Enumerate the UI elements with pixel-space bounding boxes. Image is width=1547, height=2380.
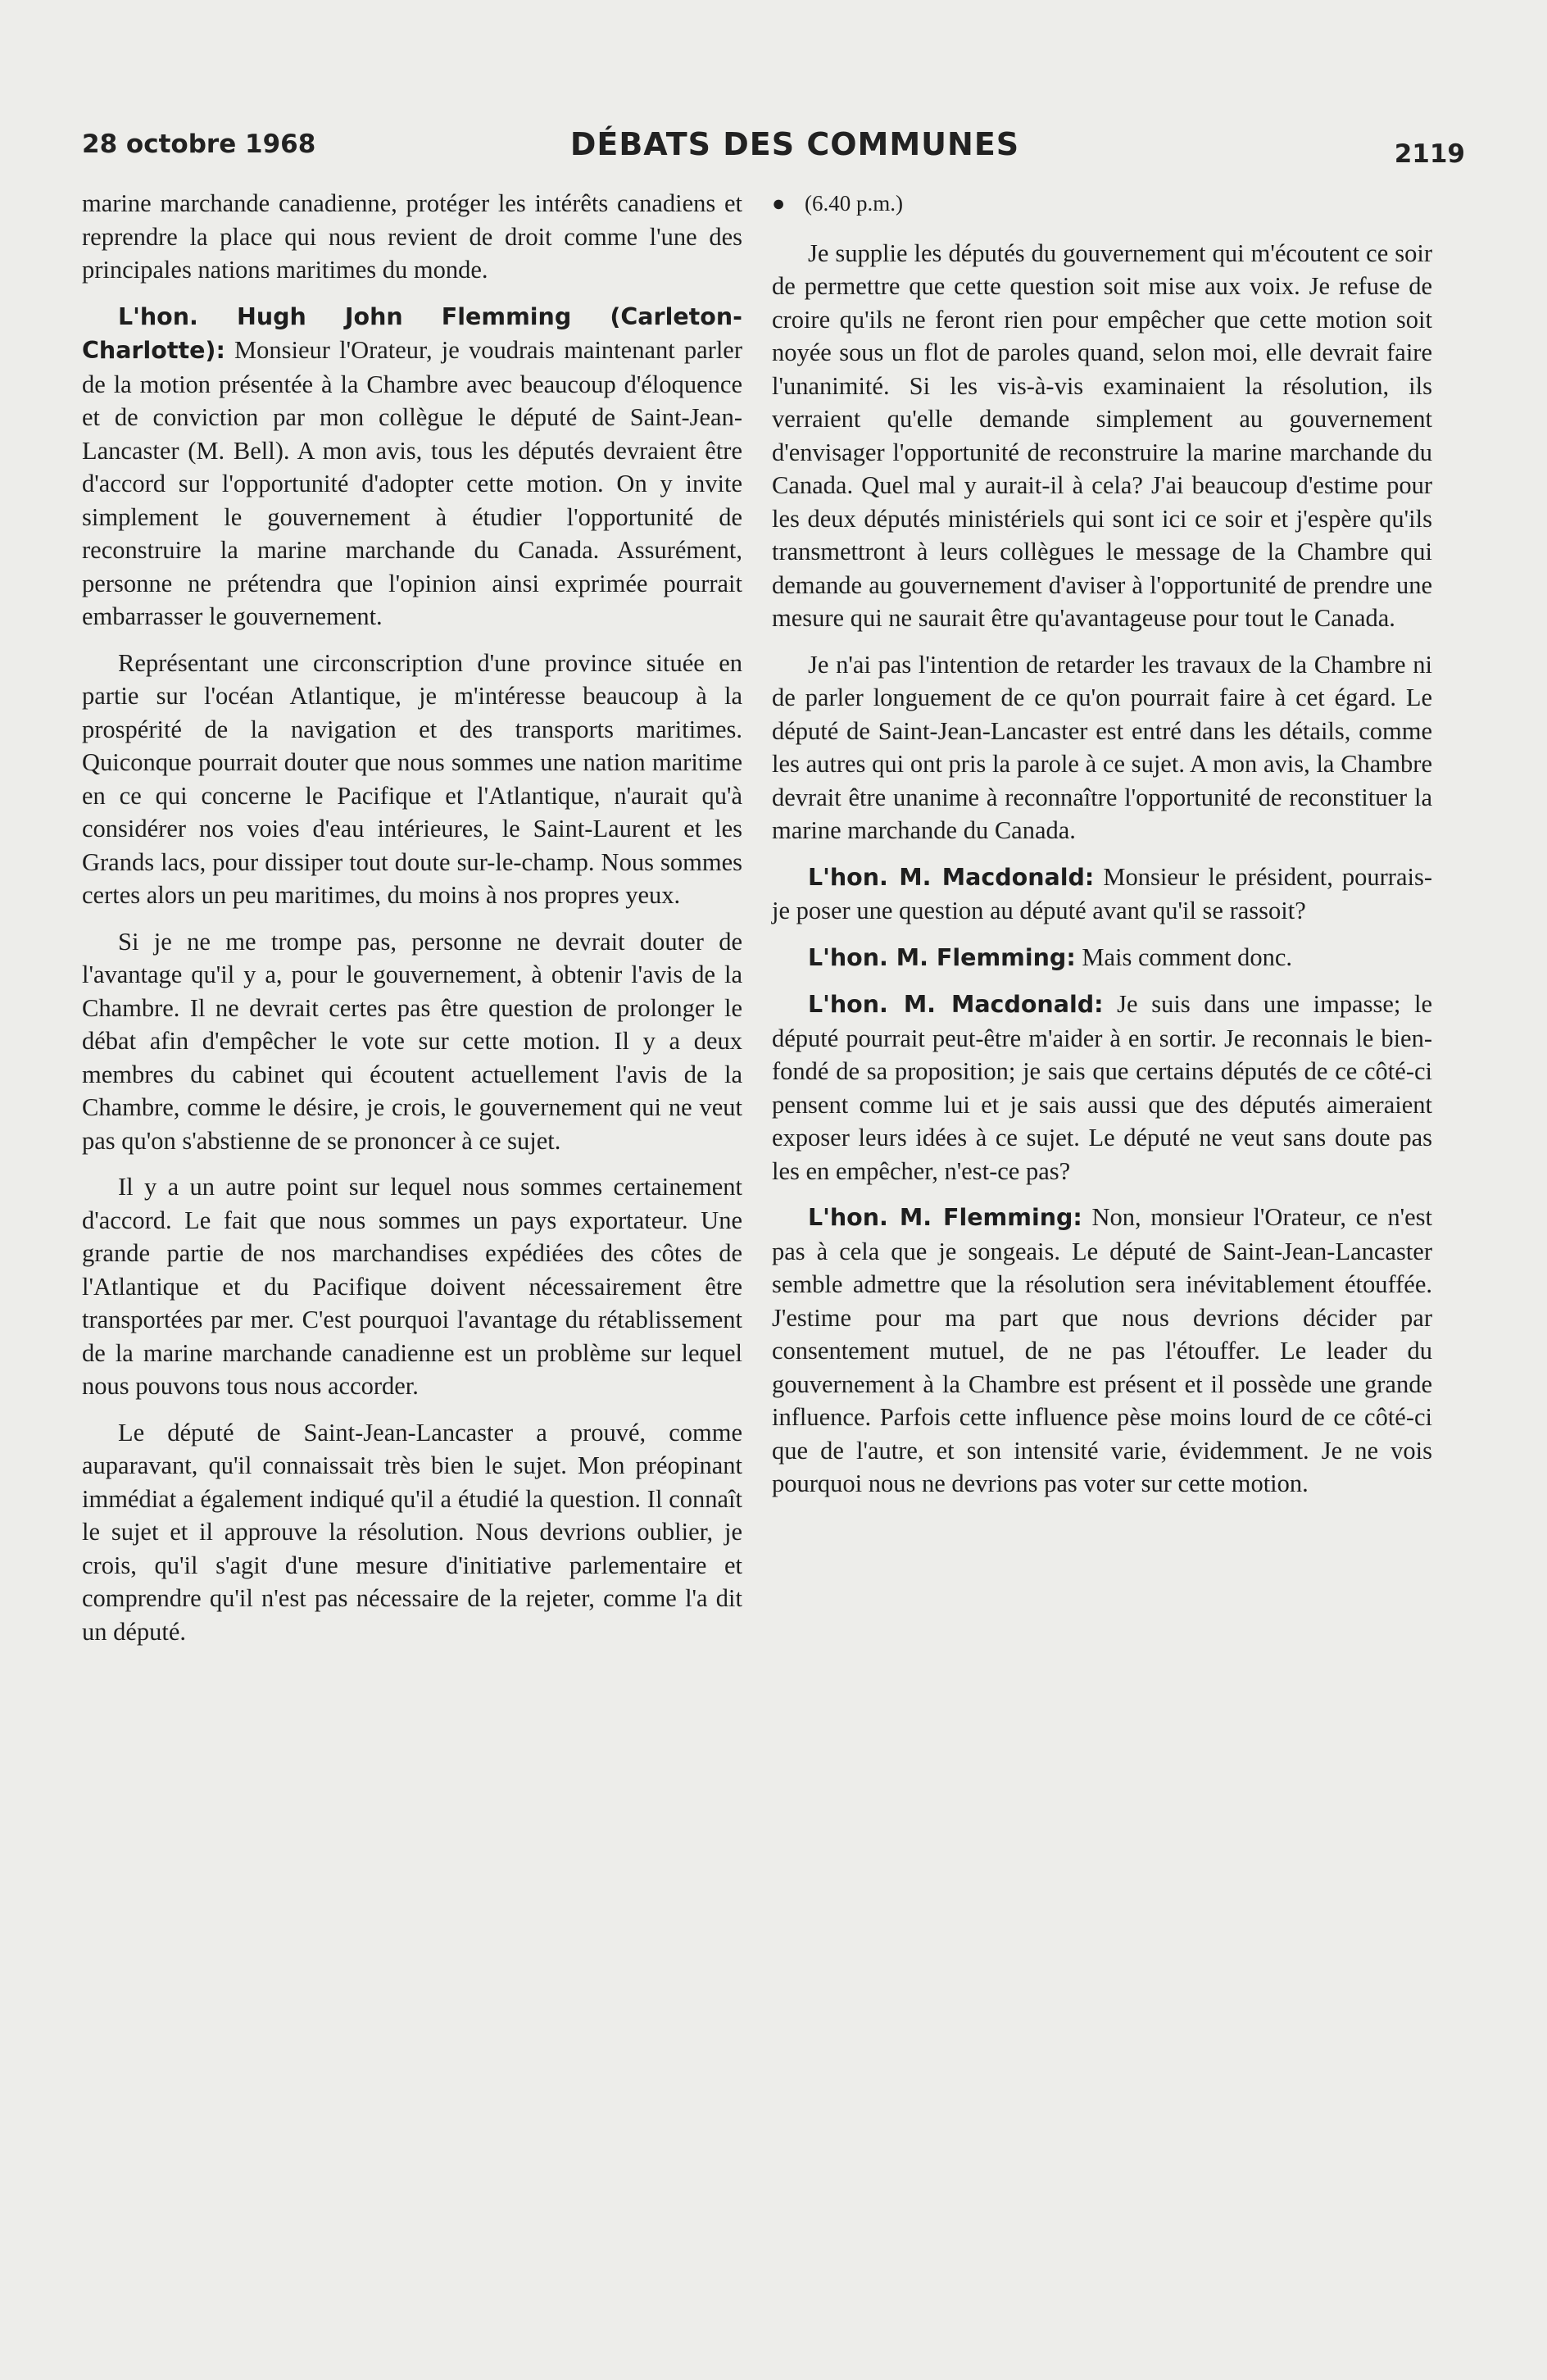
paragraph: Le député de Saint-Jean-Lancaster a prouvé, comme auparavant, qu'il connaissait très bien le sujet. Mon préopinant immédiat a également indiqué qu'il a étudié la question. Il connaît le sujet et il approuve la résolution. Nous devrions oublier, je crois, qu'il s'agit d'une mesure d'initiative parlementaire et comprendre qu'il n'est pas nécessaire de la rejeter, comme l'a dit un député. [82, 1418, 742, 1646]
header-date: 28 octobre 1968 [82, 129, 316, 159]
paragraph: Je supplie les députés du gouvernement qui m'écoutent ce soir de permettre que cette question soit mise aux voix. Je refuse de croire qu'ils ne feront rien pour empêcher que cette motion soit noyée sous un flot de paroles quand, selon moi, elle devrait faire l'unanimité. Si les vis-à-vis examinaient la résolution, ils verraient qu'elle demande simplement au gouvernement d'envisager l'opportunité de reconstruire la marine marchande du Canada. Quel mal y aurait-il à cela? J'ai beaucoup d'estime pour les deux députés ministériels qui sont ici ce soir et j'espère qu'ils transmettront à leurs collègues le message de la Chambre qui demande au gouvernement d'aviser à l'opportunité de prendre une mesure qui ne saurait être qu'avantageuse pour tout le Canada. [772, 238, 1432, 632]
paragraph: Il y a un autre point sur lequel nous sommes certainement d'accord. Le fait que nous sommes un pays exportateur. Une grande partie de nos marchandises expédiées des côtes de l'Atlantique et du Pacifique doivent nécessairement être transportées par mer. C'est pourquoi l'avantage du rétablissement de la marine marchande canadienne est un problème sur lequel nous pouvons tous nous accorder. [82, 1173, 742, 1400]
paragraph [772, 941, 1432, 975]
paragraph-text: Monsieur le président, pourrais-je poser une question au député avant qu'il se rassoit? [772, 862, 1432, 924]
paragraph-text: Monsieur l'Orateur, je voudrais maintenant parler de la motion présentée à la Chambre avec beaucoup d'éloquence et de conviction par mon collègue le député de Saint-Jean-Lancaster (M. Bell). A mon avis, tous les députés devraient être d'accord sur l'opportunité d'adopter cette motion. On y invite simplement le gouvernement à étudier l'opportunité de reconstruire la marine marchande du Canada. Assurément, personne ne prétendra que l'opinion ainsi exprimée pourrait embarrasser le gouvernement. [82, 336, 742, 630]
speaker-name: L'hon. M. Macdonald: [808, 991, 1104, 1018]
paragraph: Si je ne me trompe pas, personne ne devrait douter de l'avantage qu'il y a, pour le gouvernement, à obtenir l'avis de la Chambre. Il ne devrait certes pas être question de prolonger le débat afin d'empêcher le vote sur cette motion. Il y a deux membres du cabinet qui écoutent actuellement l'avis de la Chambre, comme le désire, je crois, le gouvernement qui ne veut pas qu'on s'abstienne de se prononcer à ce sujet. [82, 927, 742, 1155]
page-header [82, 123, 1465, 172]
speaker-name: L'hon. M. Flemming: [808, 943, 1076, 971]
paragraph [82, 300, 742, 634]
time-marker [772, 187, 1432, 220]
paragraph-text: Non, monsieur l'Orateur, ce n'est pas à cela que je songeais. Le député de Saint-Jean-Lancaster semble admettre que la résolution sera inévitablement étouffée. J'estime pour ma part que nous devrions décider par consentement mutuel, de ne pas l'étouffer. Le leader du gouvernement à la Chambre est présent et il possède une grande influence. Parfois cette influence pèse moins lourd de ce côté-ci que de l'autre, et son intensité varie, évidemment. Je ne vois pourquoi nous ne devrions pas voter sur cette motion. [772, 1203, 1432, 1497]
bullet-icon: ● [772, 191, 786, 216]
speaker-name: L'hon. M. Flemming: [808, 1204, 1082, 1231]
time-text: (6.40 p.m.) [805, 191, 903, 216]
paragraph: Représentant une circonscription d'une province située en partie sur l'océan Atlantique, je m'intéresse beaucoup à la prospérité de la navigation et des transports maritimes. Quiconque pourrait douter que nous sommes une nation maritime en ce qui concerne le Pacifique et l'Atlantique, n'aurait qu'à considérer nos voies d'eau intérieures, le Saint-Laurent et les Grands lacs, pour dissiper tout doute sur-le-champ. Nous sommes certes alors un peu maritimes, du moins à nos propres yeux. [82, 648, 742, 909]
right-column [772, 187, 1432, 1514]
header-page-number: 2119 [1394, 139, 1465, 169]
paragraph [772, 861, 1432, 928]
header-title: DÉBATS DES COMMUNES [569, 126, 1020, 162]
paragraph-text: Mais comment donc. [1075, 942, 1293, 971]
paragraph [772, 1201, 1432, 1501]
paragraph: marine marchande canadienne, protéger les intérêts canadiens et reprendre la place qui nous revient de droit comme l'une des principales nations maritimes du monde. [82, 189, 742, 284]
left-column [82, 187, 742, 1661]
paragraph [772, 988, 1432, 1188]
speaker-name: L'hon. Hugh John Flemming (Carleton-Charlotte): [82, 302, 742, 364]
paragraph: Je n'ai pas l'intention de retarder les travaux de la Chambre ni de parler longuement de ce qu'on pourrait faire à cet égard. Le député de Saint-Jean-Lancaster est entré dans les détails, comme les autres qui ont pris la parole à ce sujet. A mon avis, la Chambre devrait être unanime à reconnaître l'opportunité de reconstituer la marine marchande du Canada. [772, 650, 1432, 844]
paragraph-text: Je suis dans une impasse; le député pourrait peut-être m'aider à en sortir. Je reconnais le bien-fondé de sa proposition; je sais que certains députés de ce côté-ci pensent comme lui et je sais aussi que des députés aimeraient exposer leurs idées à ce sujet. Le député ne veut sans doute pas les en empêcher, n'est-ce pas? [772, 990, 1432, 1185]
speaker-name: L'hon. M. Macdonald: [808, 863, 1095, 891]
